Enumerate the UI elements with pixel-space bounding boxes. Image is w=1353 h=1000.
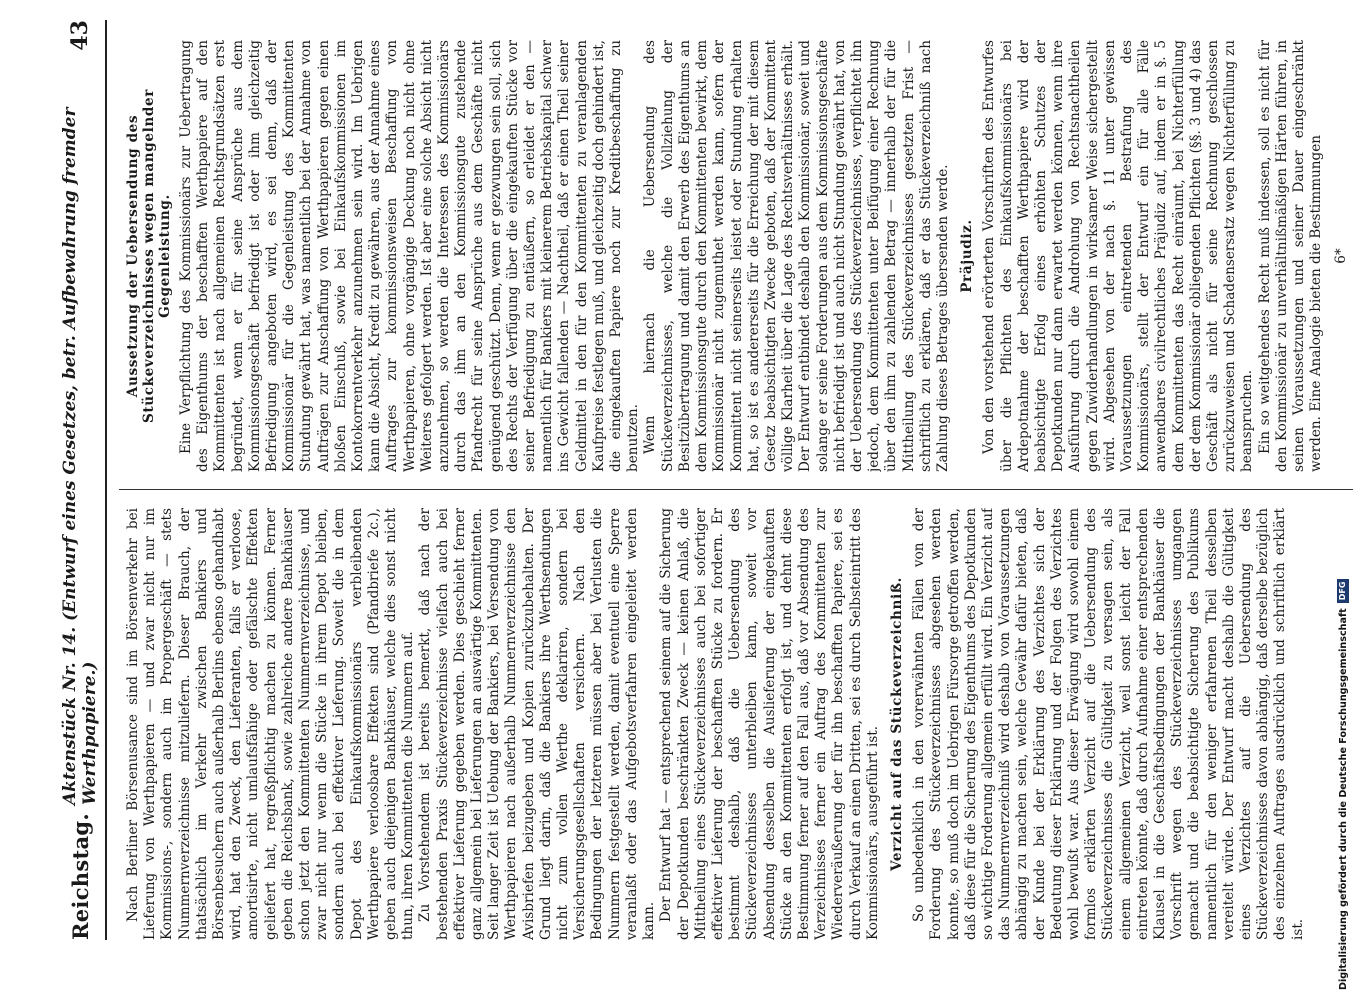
document-page	[55, 20, 1353, 940]
paragraph: Von den vorstehend erörterten Vorschriften des Entwurfes über die Pflichten des Einkaufskommissionärs bei Ardepotnahme der beschafften Werthpapiere wird der beabsichtigte Erfolg eines erhöhten Schutzes der Depotkunden nur dann erwartet werden können, wenn ihre Ausführung durch die Androhung von Rechtsnachtheilen gegen Zuwiderhandlungen in wirksamer Weise sichergestellt wird. Abgesehen von der nach §. 11 unter gewissen Voraussetzungen eintretenden Bestrafung des Kommissionärs, stellt der Entwurf ein für alle Fälle anwendbares civilrechtliches Präjudiz auf, indem er in §. 5 dem Kommittenten das Recht einräumt, bei Nichterfüllung der dem Kommissionär obliegenden Pflichten (§§. 3 und 4) das Geschäft als nicht für seine Rechnung geschlossen zurückzuweisen und Schadensersatz wegen Nichterfüllung zu beanspruchen.	[981, 40, 1256, 472]
page-number: 43	[67, 20, 93, 51]
page-header	[55, 20, 107, 940]
paragraph: Eine Verpflichtung des Kommissionärs zur Uebertragung des Eigenthums der beschafften Werthpapiere auf den Kommittenten ist nach allgemeinen Rechtsgrundsätzen erst begründet, wenn er für seine Ansprüche aus dem Kommissionsgeschäft befriedigt ist oder ihm gleichzeitig Befriedigung angeboten wird, es sei denn, daß der Kommissionär für die Gegenleistung des Kommittenten Stundung gewährt hat, was namentlich bei der Annahme von Aufträgen zur Anschaffung von Werthpapieren gegen einen bloßen Einschuß, sowie bei Einkaufskommissionen im Kontokorrentverkehr anzunehmen sein wird. Im Uebrigen kann die Absicht, Kredit zu gewähren, aus der Annahme eines Auftrages zur kommissionsweisen Beschaffung von Werthpapieren, ohne vorgängige Deckung noch nicht ohne Weiteres gefolgert werden. Ist aber eine solche Absicht nicht anzunehmen, so werden die Interessen des Kommissionärs durch das ihm an den Kommissionsgute zustehende Pfandrecht für seine Ansprüche aus dem Geschäfte nicht genügend geschützt. Denn, wenn er gezwungen sein soll, sich des Rechts der Verfügung über die eingekauften Stücke vor seiner Befriedigung zu entäußern, so erleidet er den — namentlich für Bankiers mit kleinerem Betriebskapital schwer ins Gewicht fallenden — Nachtheil, daß er einen Theil seiner Geldmittel in den für den Kommittenten zu veranlagenden Kaufpreise festlegen muß, und gleichzeitig doch gehindert ist, die eingekauften Papiere noch zur Kreditbeschaffung zu benutzen.	[178, 40, 642, 472]
left-column	[125, 508, 1353, 940]
dfg-logo: DFG	[1337, 579, 1349, 604]
section-heading: Präjudiz.	[959, 219, 976, 293]
paragraph: Der Entwurf hat — entsprechend seinem auf die Sicherung der Depotkunden beschränkten Zweck — keinen Anlaß, die Mittheilung eines Stückeverzeichnisses auch bei sofortiger effektiver Lieferung der beschafften Stücke zu fordern. Er bestimmt deshalb, daß die Uebersendung des Stückeverzeichnisses unterbleiben kann, soweit vor Absendung desselben die Auslieferung der eingekauften Stücke an den Kommittenten erfolgt ist, und dehnt diese Bestimmung ferner auf den Fall aus, daß vor Absendung des Verzeichnisses ferner ein Auftrag des Kommittenten zur Wiederveräußerung der für ihn beschafften Papiere, sei es durch Verkauf an einen Dritten, sei es durch Selbsteintritt des Kommissionärs, ausgeführt ist.	[658, 508, 881, 940]
paragraph: Zu Vorstehendem ist bereits bemerkt, daß nach der bestehenden Praxis Stückeverzeichnisse vielfach auch bei effektiver Lieferung gegeben werden. Dies geschieht ferner ganz allgemein bei Lieferungen an auswärtige Kommittenten. Seit langer Zeit ist Uebung der Bankiers, bei Versendung von Werthpapieren nach außerhalb Nummernverzeichnisse den Avisbriefen beizugeben und Kopien zurückzubehalten. Der Grund liegt darin, daß die Bankiers ihre Werthsendungen nicht zum vollen Werthe deklariren, sondern bei Versicherungsgesellschaften versichern. Nach den Bedingungen der letzteren müssen aber bei Verlusten die Nummern festgestellt werden, damit eventuell eine Sperre veranlaßt oder das Aufgebotsverfahren eingeleitet werden kann.	[417, 508, 658, 940]
paragraph: Ein so weitgehendes Recht muß indessen, soll es nicht für den Kommissionär zu unverhältnißmäßigen Härten führen, in seinen Voraussetzungen und seiner Dauer eingeschränkt werden. Eine Analogie bieten die Bestimmungen	[1256, 40, 1325, 472]
paragraph: Wenn hiernach die Uebersendung des Stückeverzeichnisses, welche die Vollziehung der Besitzübertragung und damit den Erwerb des Eigenthums an dem Kommissionsgute durch den Kommittenten bewirkt, dem Kommissionär nicht zugemuthet werden kann, sofern der Kommittent nicht seinerseits leistet oder Stundung erhalten hat, so ist es andererseits für die Erreichung der mit diesem Gesetz beabsichtigten Zwecke geboten, daß der Kommittent völlige Klarheit über die Lage des Rechtsverhältnisses erhält. Der Entwurf entbindet deshalb den Kommissionär, soweit und solange er seine Forderungen aus dem Kommissionsgeschäfte nicht befriedigt ist und auch nicht Stundung gewährt hat, von der Uebersendung des Stückeverzeichnisses, verpflichtet ihn jedoch, dem Kommittenten unter Beifügung einer Rechnung über den ihm zu zahlenden Betrag — innerhalb der für die Mittheilung des Stückeverzeichnisses gesetzten Frist — schriftlich zu erklären, daß er das Stückeverzeichniß nach Zahlung dieses Betrages übersenden werde.	[642, 40, 951, 472]
digitization-credit	[1336, 10, 1350, 990]
right-column	[125, 40, 1353, 472]
section-heading: Aussetzung der Uebersendung des Stückeverzeichnisses wegen mangelnder Gegenleistung.	[125, 88, 173, 424]
header-reichstag: Reichstag.	[67, 813, 93, 940]
section-heading: Verzicht auf das Stückeverzeichniß.	[888, 577, 905, 871]
credit-text: Digitalisierung gefördert durch die Deutsche Forschungsgemeinschaft	[1337, 608, 1349, 990]
paragraph: Nach Berliner Börsenusance sind im Börsenverkehr bei Lieferung von Werthpapieren — und zwar nicht nur im Kommissions-, sondern auch im Propergeschäft — stets Nummernverzeichnisse mitzuliefern. Dieser Brauch, der thatsächlich im Verkehr zwischen Bankiers und Börsenbesuchern auch außerhalb Berlins ebenso gehandhabt wird, hat den Zweck, den Lieferanten, falls er verloose, amortisirte, nicht umlaufsfähige oder gefälschte Effekten geliefert hat, regreßpflichtig machen zu können. Ferner geben die Reichsbank, sowie zahlreiche andere Bankhäuser schon jetzt den Kommittenten Nummernverzeichnisse, und zwar nicht nur wenn die Stücke in ihrem Depot bleiben, sondern auch bei effektiver Lieferung. Soweit die in dem Depot des Einkaufskommissionärs verbleibenden Werthpapiere verloosbare Effekten sind (Pfandbriefe 2c.), geben auch diejenigen Bankhäuser, welche dies sonst nicht thun, ihren Kommittenten die Nummern auf.	[125, 508, 417, 940]
signature-mark: 6*	[1333, 248, 1350, 264]
column-divider	[119, 489, 1353, 490]
header-title: Aktenstück Nr. 14. (Entwurf eines Gesetzes, betr. Aufbewahrung fremder Werthpapiere.)	[60, 107, 100, 806]
paragraph: So unbedenklich in den vorerwähnten Fällen von der Forderung des Stückeverzeichnisses abgesehen werden konnte, so muß doch im Uebrigen Fürsorge getroffen werden, daß diese für die Sicherung des Eigenthums des Depotkunden so wichtige Forderung allgemein erfüllt wird. Ein Verzicht auf das Nummernverzeichniß wird deshalb von Voraussetzungen abhängig zu machen sein, welche Gewähr dafür bieten, daß der Kunde bei der Erklärung des Verzichtes sich der Bedeutung dieser Erklärung und der Folgen des Verzichtes wohl bewußt war. Aus dieser Erwägung wird sowohl einem formlos erklärten Verzicht auf die Uebersendung des Stückeverzeichnisses die Gültigkeit zu versagen sein, als einem allgemeinen Verzicht, weil sonst leicht der Fall eintreten könnte, daß durch Aufnahme einer entsprechenden Klausel in die Geschäftsbedingungen der Bankhäuser die Vorschrift wegen des Stückeverzeichnisses umgangen gemacht und die beabsichtigte Sicherung des Publikums namentlich für den weniger erfahrenen Theil desselben vereitelt würde. Der Entwurf macht deshalb die Gültigkeit eines Verzichtes auf die Uebersendung des Stückeverzeichnisses davon abhängig, daß derselbe bezüglich des einzelnen Auftrages ausdrücklich und schriftlich erklärt ist.	[911, 508, 1306, 940]
